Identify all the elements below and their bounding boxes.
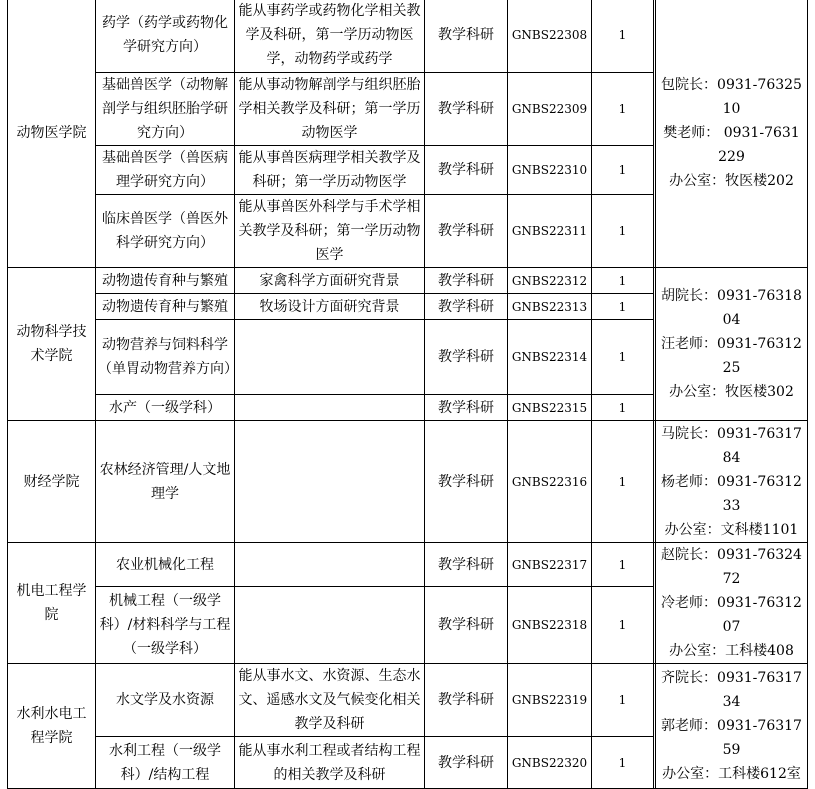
position-code-cell: GNBS22320 [508,737,592,789]
position-code-cell: GNBS22314 [508,320,592,395]
college-name: 动物科学技术学院 [8,268,96,421]
headcount-cell: 1 [592,421,654,543]
position-code-cell: GNBS22309 [508,73,592,146]
headcount-cell: 1 [592,146,654,195]
requirement-cell [235,543,425,587]
contact-teacher: 冷老师：0931-7631207 [661,595,802,635]
position-type-cell: 教学科研 [425,0,508,73]
requirement-cell [235,587,425,664]
contact-teacher: 樊老师： 0931-7631229 [663,124,800,165]
position-code-cell: GNBS22312 [508,268,592,294]
headcount-cell: 1 [592,395,654,421]
major-cell: 农业机械化工程 [96,543,235,587]
position-code-cell: GNBS22313 [508,294,592,320]
headcount-cell: 1 [592,0,654,73]
position-code-cell: GNBS22318 [508,587,592,664]
contact-cell [656,421,808,543]
headcount-cell: 1 [592,294,654,320]
contact-office: 办公室：牧医楼202 [669,172,794,189]
position-code-cell: GNBS22315 [508,395,592,421]
requirement-cell: 家禽科学方面研究背景 [235,268,425,294]
requirement-cell: 能从事水利工程或者结构工程的相关教学及科研 [235,737,425,789]
headcount-cell: 1 [592,587,654,664]
major-cell: 动物遗传育种与繁殖 [96,268,235,294]
major-cell: 农林经济管理/人文地理学 [96,421,235,543]
contact-office: 办公室：文科楼1101 [664,521,799,538]
college-name: 财经学院 [8,421,96,543]
headcount-cell: 1 [592,320,654,395]
position-code-cell: GNBS22308 [508,0,592,73]
position-type-cell: 教学科研 [425,421,508,543]
contact-cell [656,0,808,268]
college-name: 水利水电工程学院 [8,664,96,789]
position-code-cell: GNBS22316 [508,421,592,543]
position-type-cell: 教学科研 [425,195,508,268]
requirement-cell: 能从事兽医病理学相关教学及科研；第一学历动物医学 [235,146,425,195]
position-type-cell: 教学科研 [425,664,508,737]
college-name: 机电工程学院 [8,543,96,664]
position-type-cell: 教学科研 [425,268,508,294]
contact-cell [656,543,808,664]
headcount-cell: 1 [592,543,654,587]
position-type-cell: 教学科研 [425,543,508,587]
requirement-cell: 能从事动物解剖学与组织胚胎学相关教学及科研；第一学历动物医学 [235,73,425,146]
major-cell: 基础兽医学（动物解剖学与组织胚胎学研究方向） [96,73,235,146]
contact-office: 办公室：工科楼408 [669,643,794,659]
position-type-cell: 教学科研 [425,587,508,664]
requirement-cell [235,421,425,543]
major-cell: 机械工程（一级学科）/材料科学与工程（一级学科） [96,587,235,664]
headcount-cell: 1 [592,737,654,789]
contact-dean: 胡院长：0931-7631804 [661,288,802,328]
major-cell: 临床兽医学（兽医外科学研究方向） [96,195,235,268]
major-cell: 水利工程（一级学科）/结构工程 [96,737,235,789]
requirement-cell: 能从事水文、水资源、生态水文、遥感水文及气候变化相关教学及科研 [235,664,425,737]
major-cell: 基础兽医学（兽医病理学研究方向） [96,146,235,195]
position-code-cell: GNBS22319 [508,664,592,737]
table-row [8,421,808,543]
position-type-cell: 教学科研 [425,395,508,421]
contact-teacher: 杨老师：0931-7631233 [661,473,802,514]
position-type-cell: 教学科研 [425,146,508,195]
requirement-cell [235,320,425,395]
table-row [8,268,808,294]
major-cell: 水产（一级学科） [96,395,235,421]
contact-dean: 齐院长：0931-7631734 [661,670,802,710]
position-type-cell: 教学科研 [425,737,508,789]
table-row [8,0,808,73]
contact-teacher: 汪老师：0931-7631225 [661,336,802,376]
position-code-cell: GNBS22317 [508,543,592,587]
requirement-cell: 能从事药学或药物化学相关教学及科研，第一学历动物医学，动物药学或药学 [235,0,425,73]
contact-dean: 赵院长：0931-7632472 [661,547,802,587]
major-cell: 动物营养与饲料科学（单胃动物营养方向） [96,320,235,395]
contact-dean: 包院长：0931-7632510 [661,76,802,117]
requirement-cell [235,395,425,421]
position-code-cell: GNBS22310 [508,146,592,195]
table-row [8,543,808,587]
headcount-cell: 1 [592,73,654,146]
contact-cell [656,268,808,421]
table-row [8,664,808,737]
major-cell: 水文学及水资源 [96,664,235,737]
contact-office: 办公室：工科楼612室 [662,766,801,782]
contact-cell [656,664,808,789]
positions-table [7,0,808,789]
contact-teacher: 郭老师：0931-7631759 [661,718,802,758]
college-name: 动物医学院 [8,0,96,268]
major-cell: 药学（药学或药物化学研究方向） [96,0,235,73]
position-code-cell: GNBS22311 [508,195,592,268]
headcount-cell: 1 [592,195,654,268]
requirement-cell: 牧场设计方面研究背景 [235,294,425,320]
headcount-cell: 1 [592,268,654,294]
position-type-cell: 教学科研 [425,294,508,320]
contact-office: 办公室：牧医楼302 [669,384,794,400]
position-type-cell: 教学科研 [425,73,508,146]
requirement-cell: 能从事兽医外科学与手术学相关教学及科研；第一学历动物医学 [235,195,425,268]
contact-dean: 马院长：0931-7631784 [661,425,802,466]
position-type-cell: 教学科研 [425,320,508,395]
major-cell: 动物遗传育种与繁殖 [96,294,235,320]
headcount-cell: 1 [592,664,654,737]
